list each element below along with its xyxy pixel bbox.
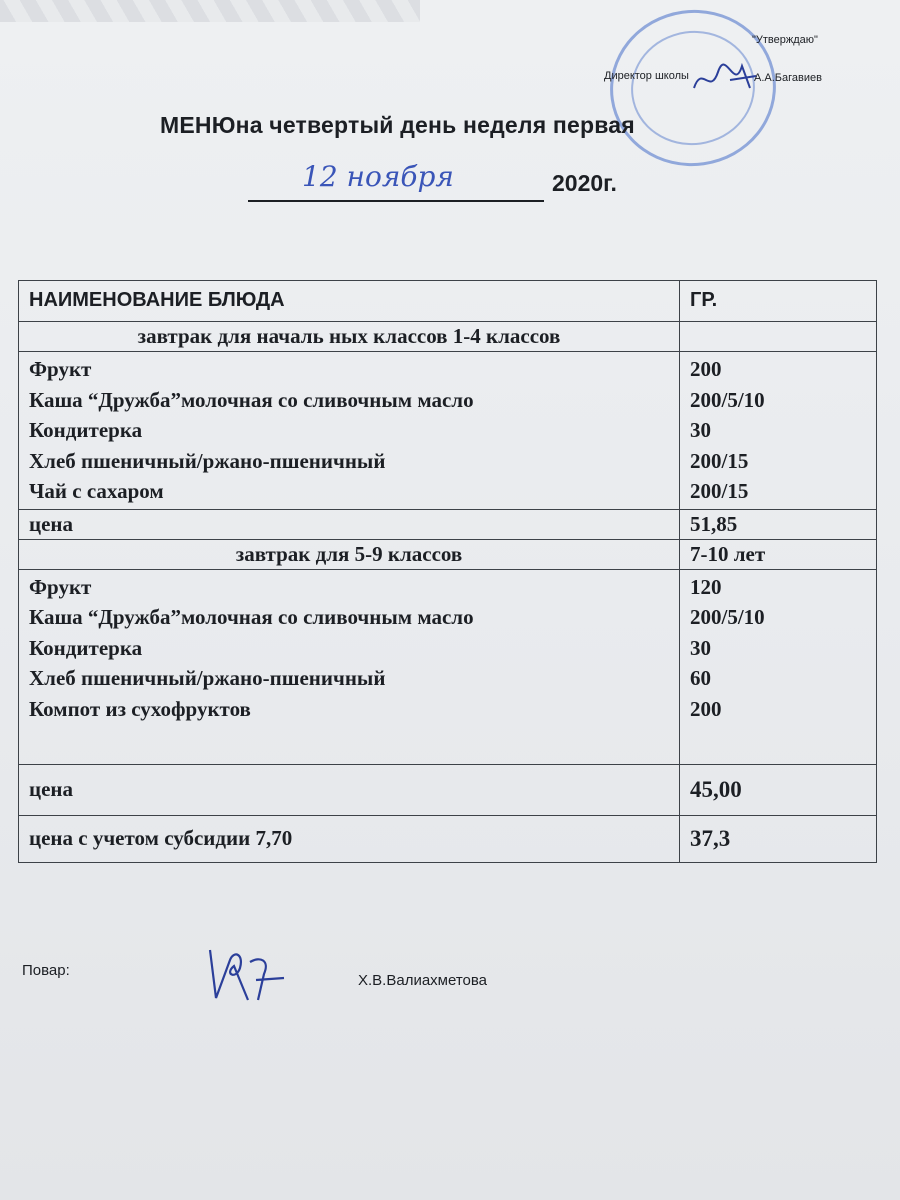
section-row (19, 539, 877, 569)
price-label: цена (19, 509, 680, 539)
price-label: цена (19, 764, 680, 815)
section-row (19, 322, 877, 352)
weight-header: ГР. (680, 281, 877, 322)
price-row (19, 764, 877, 815)
item-weight: 200/5/10 (690, 387, 765, 412)
date-year: 2020г. (552, 170, 617, 196)
subsidy-price: 37,3 (680, 815, 877, 862)
item-weight: 200/5/10 (690, 605, 765, 629)
approval-label: "Утверждаю" (752, 34, 818, 46)
director-name: А.А.Багавиев (754, 72, 822, 84)
cook-name: Х.В.Валиахметова (358, 972, 488, 989)
subsidy-label: цена с учетом субсидии 7,70 (19, 815, 680, 862)
menu-table (18, 280, 877, 863)
section-age: 7-10 лет (680, 539, 877, 569)
section-age (680, 322, 877, 352)
item-name: Кондитерка (29, 418, 143, 442)
paper-top-edge (0, 0, 420, 22)
menu-title: МЕНЮна четвертый день неделя первая (160, 112, 635, 138)
item-weights (680, 352, 877, 510)
item-weight: 30 (690, 635, 711, 660)
cook-signature (200, 940, 290, 1010)
item-name: Компот из сухофруктов (29, 696, 251, 721)
item-name: Кондитерка (29, 635, 143, 660)
item-weight: 200/15 (690, 479, 749, 503)
handwritten-date: 12 ноября (302, 160, 454, 193)
section-title: завтрак для началь ных классов 1-4 классов (19, 322, 680, 352)
item-name: Каша “Дружба”молочная со сливочным масло (29, 605, 474, 629)
director-signature (690, 58, 760, 98)
subsidy-row (19, 815, 877, 862)
item-weight: 120 (690, 574, 722, 599)
item-weight: 200/15 (690, 448, 749, 473)
item-name: Фрукт (29, 357, 92, 381)
item-name: Фрукт (29, 574, 92, 599)
price-value: 51,85 (680, 509, 877, 539)
item-weights (680, 569, 877, 764)
cook-label: Повар: (22, 962, 70, 979)
item-name: Хлеб пшеничный/ржано-пшеничный (29, 448, 386, 473)
items-row (19, 352, 877, 510)
item-weight: 30 (690, 418, 711, 442)
item-name: Чай с сахаром (29, 479, 164, 503)
table-header-row (19, 281, 877, 322)
item-weight: 200 (690, 696, 722, 721)
items-row (19, 569, 877, 764)
item-name: Каша “Дружба”молочная со сливочным масло (29, 387, 474, 412)
date-underline (248, 200, 544, 202)
dish-name-header: НАИМЕНОВАНИЕ БЛЮДА (19, 281, 680, 322)
item-name: Хлеб пшеничный/ржано-пшеничный (29, 666, 386, 690)
section-title: завтрак для 5-9 классов (19, 539, 680, 569)
item-weight: 60 (690, 666, 711, 690)
item-weight: 200 (690, 357, 722, 381)
director-role: Директор школы (604, 70, 689, 82)
item-names (19, 352, 680, 510)
price-value: 45,00 (680, 764, 877, 815)
item-names (19, 569, 680, 764)
price-row (19, 509, 877, 539)
